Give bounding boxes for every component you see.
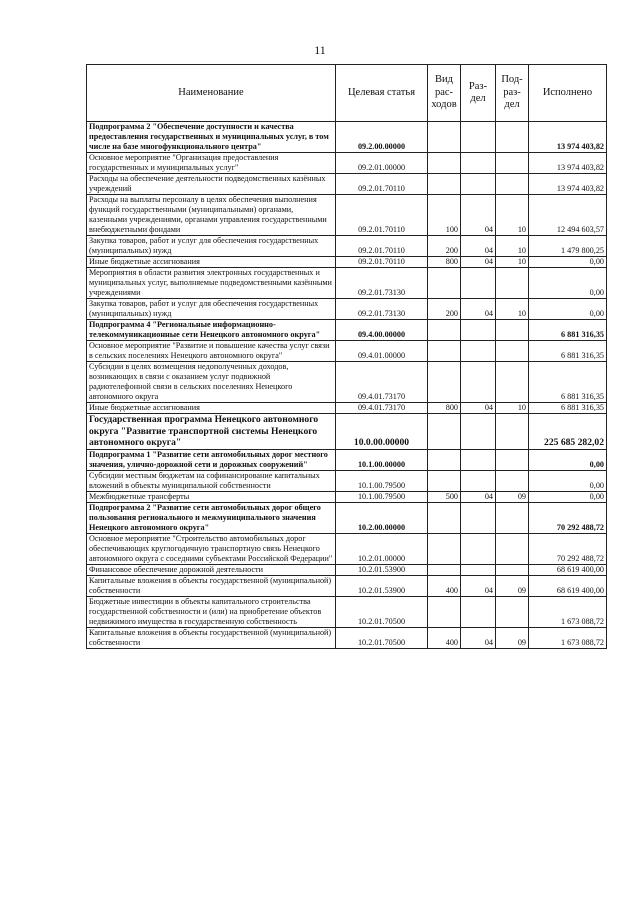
row-executed-cell: 13 974 403,82: [529, 174, 607, 195]
row-section-cell: [461, 320, 496, 341]
row-kind-cell: [428, 596, 461, 627]
table-row: [87, 533, 607, 564]
header-target-article: Целевая статья: [336, 65, 428, 122]
row-kind-cell: 400: [428, 575, 461, 596]
row-name-cell: Финансовое обеспечение дорожной деятельности: [87, 564, 336, 575]
row-name-cell: Субсидии в целях возмещения недополученных доходов, возникающих в связи с оказанием услуг подвижной радиотелефонной связи в сельских поселениях Ненецкого автономного округа: [87, 362, 336, 403]
row-subsection-cell: [496, 320, 529, 341]
row-section-cell: 04: [461, 491, 496, 502]
row-section-cell: 04: [461, 257, 496, 268]
row-subsection-cell: 09: [496, 575, 529, 596]
row-executed-cell: 6 881 316,35: [529, 403, 607, 414]
row-name-cell: Закупка товаров, работ и услуг для обеспечения государственных (муниципальных) нужд: [87, 299, 336, 320]
table-row: [87, 502, 607, 533]
row-name-cell: Межбюджетные трансферты: [87, 491, 336, 502]
row-section-cell: [461, 122, 496, 153]
row-name-cell: Подпрограмма 2 "Обеспечение доступности и качества предоставления государственных и муниципальных услуг, в том числе на базе многофункционального центра": [87, 122, 336, 153]
row-target-cell: 09.2.01.73130: [336, 299, 428, 320]
table-row: [87, 627, 607, 648]
row-kind-cell: 400: [428, 627, 461, 648]
header-name: Наименование: [87, 65, 336, 122]
row-subsection-cell: 10: [496, 257, 529, 268]
row-kind-cell: 100: [428, 195, 461, 236]
row-target-cell: 10.2.01.53900: [336, 564, 428, 575]
row-name-cell: Подпрограмма 4 "Региональные информационно-телекоммуникационные сети Ненецкого автономного округа": [87, 320, 336, 341]
header-section: Раз-дел: [461, 65, 496, 122]
row-subsection-cell: [496, 564, 529, 575]
row-subsection-cell: 10: [496, 195, 529, 236]
row-name-cell: Иные бюджетные ассигнования: [87, 403, 336, 414]
row-kind-cell: [428, 533, 461, 564]
row-name-cell: Основное мероприятие "Организация предоставления государственных и муниципальных услуг": [87, 153, 336, 174]
row-subsection-cell: [496, 414, 529, 450]
row-kind-cell: 200: [428, 236, 461, 257]
row-name-cell: Основное мероприятие "Развитие и повышение качества услуг связи в сельских поселениях Ненецкого автономного округа": [87, 341, 336, 362]
row-kind-cell: 200: [428, 299, 461, 320]
row-subsection-cell: [496, 596, 529, 627]
row-executed-cell: 68 619 400,00: [529, 564, 607, 575]
row-kind-cell: [428, 470, 461, 491]
table-row: [87, 153, 607, 174]
row-name-cell: Расходы на обеспечение деятельности подведомственных казённых учреждений: [87, 174, 336, 195]
row-target-cell: 10.2.01.00000: [336, 533, 428, 564]
row-section-cell: 04: [461, 195, 496, 236]
row-target-cell: 10.2.01.53900: [336, 575, 428, 596]
table-row: [87, 174, 607, 195]
row-target-cell: 09.4.00.00000: [336, 320, 428, 341]
row-kind-cell: [428, 341, 461, 362]
row-executed-cell: 0,00: [529, 257, 607, 268]
row-name-cell: Бюджетные инвестиции в объекты капитального строительства государственной собственности и (или) на приобретение объектов недвижимого имущества в государственную собственность: [87, 596, 336, 627]
table-row: [87, 195, 607, 236]
table-row: [87, 236, 607, 257]
row-target-cell: 10.0.00.00000: [336, 414, 428, 450]
row-section-cell: [461, 449, 496, 470]
row-subsection-cell: 09: [496, 491, 529, 502]
row-executed-cell: 1 673 088,72: [529, 596, 607, 627]
row-kind-cell: [428, 174, 461, 195]
row-subsection-cell: [496, 470, 529, 491]
table-row: [87, 341, 607, 362]
row-target-cell: 09.2.01.00000: [336, 153, 428, 174]
row-kind-cell: [428, 362, 461, 403]
row-section-cell: [461, 414, 496, 450]
row-executed-cell: 68 619 400,00: [529, 575, 607, 596]
row-subsection-cell: [496, 362, 529, 403]
table-row: [87, 257, 607, 268]
row-subsection-cell: 10: [496, 403, 529, 414]
table-row: [87, 449, 607, 470]
row-kind-cell: [428, 122, 461, 153]
table-row: [87, 299, 607, 320]
row-subsection-cell: 10: [496, 299, 529, 320]
row-executed-cell: 6 881 316,35: [529, 320, 607, 341]
row-executed-cell: 12 494 603,57: [529, 195, 607, 236]
row-executed-cell: 1 479 800,25: [529, 236, 607, 257]
row-section-cell: [461, 502, 496, 533]
row-section-cell: [461, 564, 496, 575]
row-executed-cell: 225 685 282,02: [529, 414, 607, 450]
header-expense-kind: Вид рас-ходов: [428, 65, 461, 122]
row-subsection-cell: 10: [496, 236, 529, 257]
row-kind-cell: [428, 502, 461, 533]
row-section-cell: [461, 596, 496, 627]
row-section-cell: [461, 153, 496, 174]
page-number: 11: [314, 43, 326, 57]
table-row: [87, 564, 607, 575]
row-target-cell: 10.2.00.00000: [336, 502, 428, 533]
row-executed-cell: 13 974 403,82: [529, 153, 607, 174]
row-target-cell: 09.4.01.00000: [336, 341, 428, 362]
row-target-cell: 09.2.00.00000: [336, 122, 428, 153]
row-target-cell: 09.4.01.73170: [336, 362, 428, 403]
row-section-cell: [461, 268, 496, 299]
row-kind-cell: [428, 564, 461, 575]
row-section-cell: 04: [461, 403, 496, 414]
row-executed-cell: 70 292 488,72: [529, 533, 607, 564]
table-row: [87, 414, 607, 450]
table-row: [87, 491, 607, 502]
row-executed-cell: 1 673 088,72: [529, 627, 607, 648]
row-kind-cell: [428, 414, 461, 450]
table-header-row: [87, 65, 607, 122]
row-target-cell: 10.1.00.79500: [336, 491, 428, 502]
row-name-cell: Расходы на выплаты персоналу в целях обеспечения выполнения функций государственными (муниципальными) органами, казенными учреждениями, органами управления государственными внебюджетными фондами: [87, 195, 336, 236]
row-subsection-cell: [496, 268, 529, 299]
row-executed-cell: 0,00: [529, 491, 607, 502]
row-kind-cell: [428, 268, 461, 299]
row-kind-cell: [428, 449, 461, 470]
row-subsection-cell: [496, 449, 529, 470]
row-target-cell: 09.2.01.70110: [336, 195, 428, 236]
row-target-cell: 10.1.00.00000: [336, 449, 428, 470]
row-section-cell: 04: [461, 236, 496, 257]
row-section-cell: [461, 174, 496, 195]
row-section-cell: 04: [461, 299, 496, 320]
row-executed-cell: 6 881 316,35: [529, 341, 607, 362]
row-subsection-cell: [496, 502, 529, 533]
row-section-cell: 04: [461, 627, 496, 648]
row-name-cell: Капитальные вложения в объекты государственной (муниципальной) собственности: [87, 575, 336, 596]
row-subsection-cell: 09: [496, 627, 529, 648]
row-subsection-cell: [496, 122, 529, 153]
row-subsection-cell: [496, 174, 529, 195]
budget-execution-table: [86, 64, 607, 649]
table-row: [87, 575, 607, 596]
table-row: [87, 268, 607, 299]
row-executed-cell: 0,00: [529, 470, 607, 491]
row-executed-cell: 0,00: [529, 449, 607, 470]
row-target-cell: 09.4.01.73170: [336, 403, 428, 414]
row-section-cell: [461, 470, 496, 491]
row-target-cell: 10.2.01.70500: [336, 596, 428, 627]
row-section-cell: 04: [461, 575, 496, 596]
row-executed-cell: 70 292 488,72: [529, 502, 607, 533]
row-name-cell: Капитальные вложения в объекты государственной (муниципальной) собственности: [87, 627, 336, 648]
row-kind-cell: 800: [428, 257, 461, 268]
table-row: [87, 403, 607, 414]
row-target-cell: 10.1.00.79500: [336, 470, 428, 491]
row-kind-cell: 800: [428, 403, 461, 414]
row-kind-cell: [428, 320, 461, 341]
row-section-cell: [461, 533, 496, 564]
header-subsection: Под-раз-дел: [496, 65, 529, 122]
table-row: [87, 362, 607, 403]
row-target-cell: 10.2.01.70500: [336, 627, 428, 648]
table-row: [87, 596, 607, 627]
row-subsection-cell: [496, 341, 529, 362]
row-target-cell: 09.2.01.70110: [336, 174, 428, 195]
row-kind-cell: [428, 153, 461, 174]
row-name-cell: Иные бюджетные ассигнования: [87, 257, 336, 268]
row-target-cell: 09.2.01.70110: [336, 257, 428, 268]
header-executed: Исполнено: [529, 65, 607, 122]
row-executed-cell: 13 974 403,82: [529, 122, 607, 153]
row-name-cell: Мероприятия в области развития электронных государственных и муниципальных услуг, выполняемые подведомственными казёнными учреждениями: [87, 268, 336, 299]
row-name-cell: Государственная программа Ненецкого автономного округа "Развитие транспортной системы Ненецкого автономного округа": [87, 414, 336, 450]
row-subsection-cell: [496, 533, 529, 564]
table-row: [87, 122, 607, 153]
table-row: [87, 470, 607, 491]
row-executed-cell: 0,00: [529, 299, 607, 320]
table-row: [87, 320, 607, 341]
row-target-cell: 09.2.01.73130: [336, 268, 428, 299]
row-name-cell: Закупка товаров, работ и услуг для обеспечения государственных (муниципальных) нужд: [87, 236, 336, 257]
row-kind-cell: 500: [428, 491, 461, 502]
row-name-cell: Основное мероприятие "Строительство автомобильных дорог обеспечивающих круглогодичную транспортную связь Ненецкого автономного округа с соседними субъектами Российской Федерации": [87, 533, 336, 564]
row-section-cell: [461, 362, 496, 403]
row-section-cell: [461, 341, 496, 362]
row-name-cell: Подпрограмма 2 "Развитие сети автомобильных дорог общего пользования регионального и межмуниципального значения Ненецкого автономного округа": [87, 502, 336, 533]
row-target-cell: 09.2.01.70110: [336, 236, 428, 257]
row-executed-cell: 6 881 316,35: [529, 362, 607, 403]
row-executed-cell: 0,00: [529, 268, 607, 299]
row-name-cell: Субсидии местным бюджетам на софинансирование капитальных вложений в объекты муниципальной собственности: [87, 470, 336, 491]
row-subsection-cell: [496, 153, 529, 174]
row-name-cell: Подпрограмма 1 "Развитие сети автомобильных дорог местного значения, улично-дорожной сети и дорожных сооружений": [87, 449, 336, 470]
